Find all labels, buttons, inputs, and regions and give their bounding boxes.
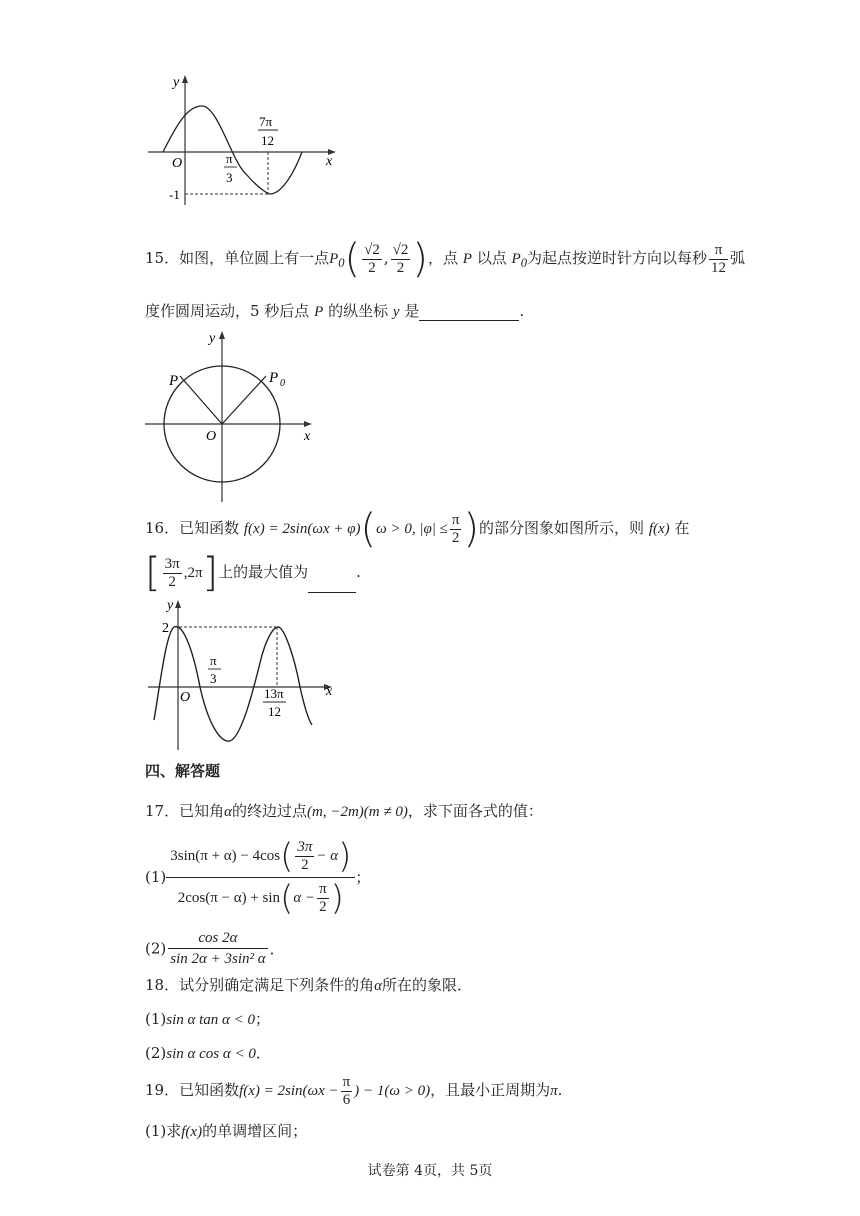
answer-blank-16[interactable] (308, 552, 356, 593)
fraction-sqrt2-2b: $\frac{√2}{2}$ (392, 241, 409, 276)
tick-pi3-num: π (226, 151, 233, 166)
max-label: 2 (162, 621, 169, 636)
tick-pi3-den: 3 (210, 671, 217, 686)
fraction-pi-2: $\frac{\pi}{2}$ (451, 511, 460, 546)
fraction-pi-12: $\frac{\pi}{12}$ (710, 241, 726, 276)
question-number: 19． (145, 1081, 180, 1099)
x-axis-arrow (304, 421, 312, 427)
tick-pi3-den: 3 (226, 170, 233, 185)
ray-p (180, 376, 222, 424)
y-axis-arrow (219, 331, 225, 339)
figure-15-unit-circle (140, 322, 325, 507)
question-number: 18． (145, 976, 180, 994)
x-label: x (326, 154, 333, 169)
question-16-line-1: 16．已知函数 f(x) = 2sin(ωx + φ)(ω > 0, |φ| ≤ $\frac{\pi}{2}$ )的部分图象如图所示，则 f(x) 在 (145, 506, 690, 552)
y-label: y (167, 598, 174, 613)
question-number: 15． (145, 249, 180, 267)
question-17-stem: 17．已知角α的终边过点(m, −2m)(m ≠ 0)，求下面各式的值： (145, 802, 543, 820)
origin-label: O (180, 690, 191, 705)
tick-7pi-den: 12 (261, 133, 274, 148)
question-18-stem: 18．试分别确定满足下列条件的角α所在的象限． (145, 976, 472, 994)
tick-7pi-num: 7π (259, 114, 273, 129)
figure-16-graph (140, 595, 345, 755)
question-15-line-2: 度作圆周运动，5 秒后点 P 的纵坐标 y 是 . (145, 302, 525, 320)
x-label: x (326, 684, 333, 699)
section-heading: 四、解答题 (145, 762, 221, 780)
question-number: 17． (145, 802, 180, 820)
fraction-3pi-2: $\frac{3\pi}{2}$ (164, 555, 180, 590)
point-p0-label: P (269, 370, 279, 386)
question-19-part-1: (1)求f(x)的单调增区间； (145, 1122, 308, 1140)
page-footer: 试卷第 4页，共 5页 (367, 1163, 493, 1179)
y-axis-arrow (175, 600, 181, 608)
y-label: y (209, 331, 216, 346)
point-p0-sub: 0 (280, 378, 285, 389)
question-19-stem: 19．已知函数f(x) = 2sin(ωx − $\frac{\pi}{6}$ ) − 1(ω > 0)，且最小正周期为π. (145, 1073, 563, 1108)
question-number: 16． (145, 519, 180, 537)
point-p-label: P (169, 373, 179, 389)
fraction-sqrt2-2a: $\frac{√2}{2}$ (364, 241, 380, 276)
tick-13pi-num: 13π (264, 686, 284, 701)
tick-pi3-num: π (210, 653, 217, 668)
figure-14-graph (140, 70, 350, 210)
question-17-part-2: (2) $\frac{\cos 2\alpha}{\text{sin 2α + 3sin² α}}$ ． (145, 930, 285, 967)
y-axis-arrow (182, 75, 188, 83)
question-16-line-2: [ $\frac{3\pi}{2}$ ,2π]上的最大值为 . (145, 550, 361, 596)
question-18-part-2: (2)sin α cos α < 0． (145, 1044, 271, 1062)
tick-13pi-den: 12 (268, 704, 281, 719)
tick-neg1: -1 (169, 187, 180, 202)
question-17-part-1: (1) 3sin(π + α) − 4cos( $\frac{3\pi}{2}$ − α) 2cos(π − α) + sin(α − $\frac{\pi}{2}$ ) ； (145, 836, 371, 919)
origin-label: O (172, 156, 183, 171)
y-label: y (173, 75, 180, 90)
sine-curve (163, 106, 302, 194)
question-15-line-1: 15．如图，单位圆上有一点$P_0$( $\frac{√2}{2}$ , $\frac{√2}{2}$ )，点 P 以点 $P_0$为起点按逆时针方向以每秒 $\frac{\pi}{12}$ 弧 (145, 236, 745, 282)
origin-label: O (206, 429, 217, 444)
answer-blank-15[interactable] (419, 302, 519, 321)
x-label: x (304, 429, 311, 444)
ray-p0 (222, 376, 266, 424)
question-18-part-1: (1)sin α tan α < 0； (145, 1010, 271, 1028)
